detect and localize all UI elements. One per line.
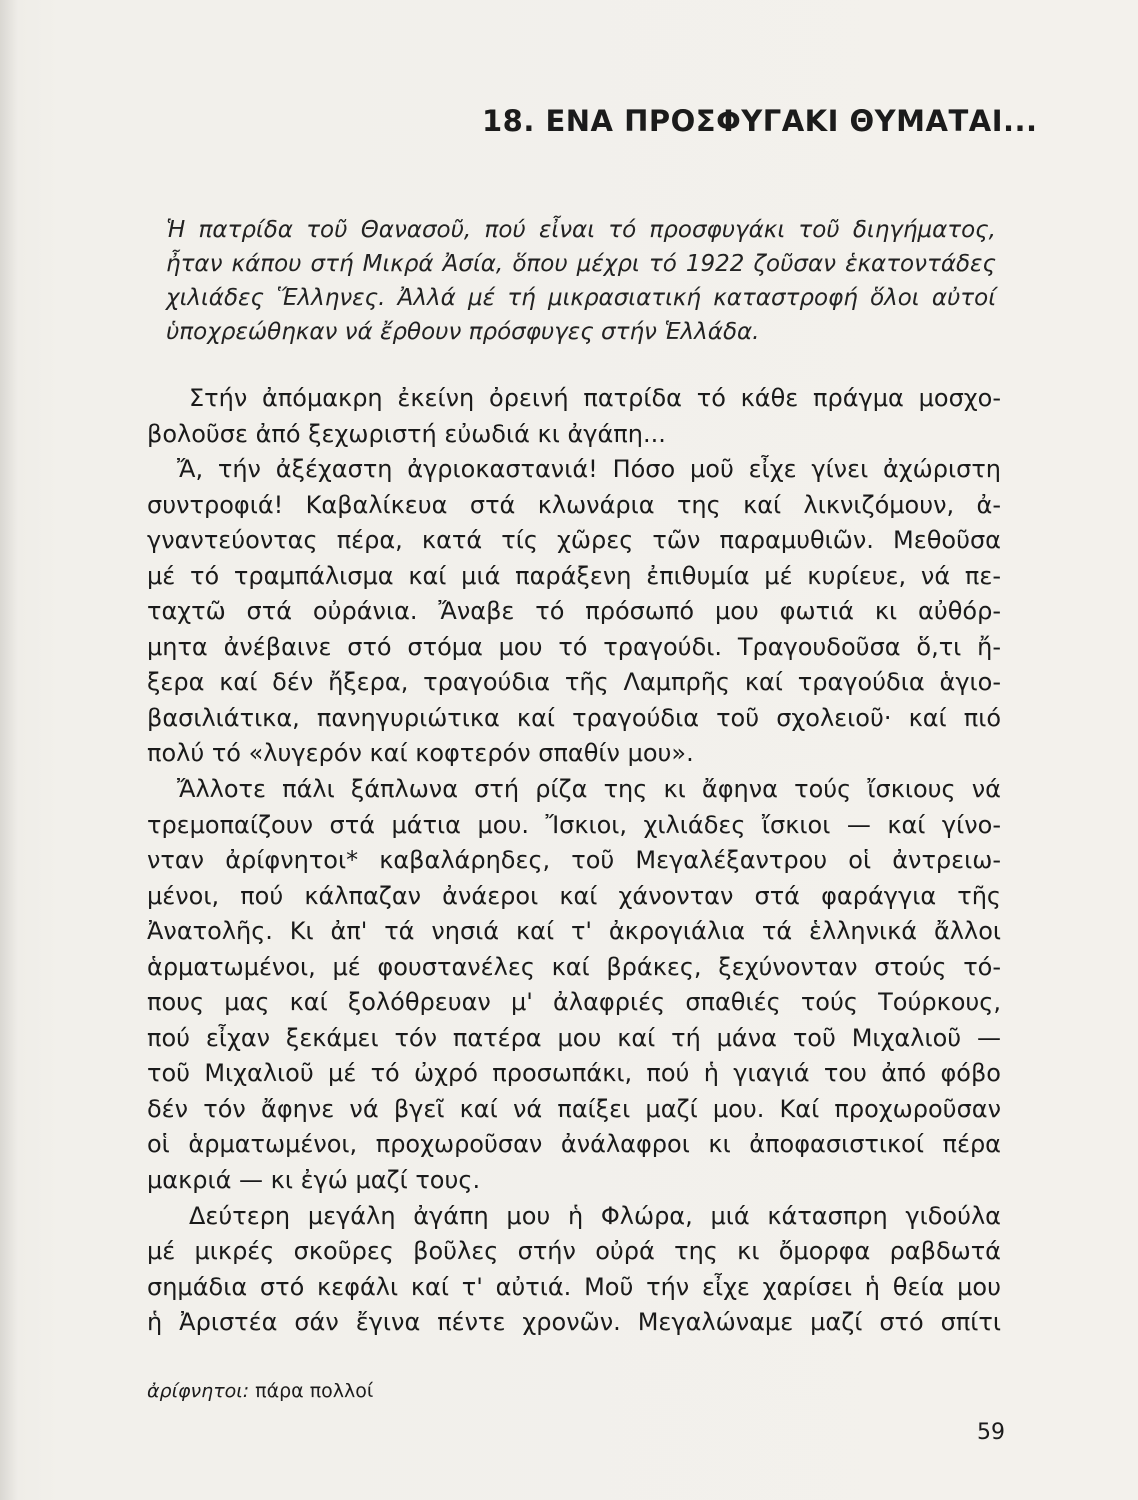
text-line: Ἀνατολῆς. Κι ἀπ' τά νησιά καί τ' ἀκρογιάλια τά ἑλληνικά ἄλλοι: [147, 917, 1001, 946]
intro-paragraph: [166, 213, 996, 349]
text-line: σημάδια στό κεφάλι καί τ' αὐτιά. Μοῦ τήν εἶχε χαρίσει ἡ θεία μου: [147, 1272, 1001, 1301]
text-line: μακριά — κι ἐγώ μαζί τους.: [147, 1166, 481, 1195]
text-line: συντροφιά! Καβαλίκευα στά κλωνάρια της καί λικνιζόμουν, ἀ-: [147, 490, 1001, 519]
text-line: πολύ τό «λυγερόν καί κοφτερόν σπαθίν μου».: [147, 739, 694, 768]
text-line: τρεμοπαίζουν στά μάτια μου. Ἴσκιοι, χιλιάδες ἴσκιοι — καί γίνο-: [147, 810, 1001, 839]
text-line: βολοῦσε ἀπό ξεχωριστή εὐωδιά κι ἀγάπη...: [147, 419, 666, 448]
footnote: [147, 1380, 373, 1402]
intro-line: Ἡ πατρίδα τοῦ Θανασοῦ, πού εἶναι τό προσφυγάκι τοῦ διηγήματος,: [166, 217, 996, 243]
text-line: βασιλιάτικα, πανηγυριώτικα καί τραγούδια τοῦ σχολειοῦ· καί πιό: [147, 703, 1001, 732]
chapter-title: 18. ΕΝΑ ΠΡΟΣΦΥΓΑΚΙ ΘΥΜΑΤΑΙ...: [482, 104, 1038, 138]
story-text: [147, 381, 1001, 1341]
footnote-term: ἀρίφνητοι:: [147, 1380, 250, 1402]
text-line: Ἄ, τήν ἀξέχαστη ἀγριοκαστανιά! Πόσο μοῦ εἶχε γίνει ἀχώριστη: [177, 455, 1001, 484]
text-line: ταχτῶ στά οὐράνια. Ἄναβε τό πρόσωπό μου φωτιά κι αὐθόρ-: [147, 597, 1001, 626]
text-line: δέν τόν ἄφηνε νά βγεῖ καί νά παίξει μαζί μου. Καί προχωροῦσαν: [147, 1094, 1001, 1123]
text-line: μένοι, πού κάλπαζαν ἀνάεροι καί χάνονταν στά φαράγγια τῆς: [147, 881, 1001, 910]
text-line: οἱ ἁρματωμένοι, προχωροῦσαν ἀνάλαφροι κι ἀποφασιστικοί πέρα: [147, 1130, 1001, 1159]
intro-line: ὑποχρεώθηκαν νά ἔρθουν πρόσφυγες στήν Ἑλλάδα.: [166, 319, 760, 345]
text-line: Δεύτερη μεγάλη ἀγάπη μου ἡ Φλώρα, μιά κάτασπρη γιδούλα: [189, 1201, 1001, 1230]
intro-line: ἦταν κάπου στή Μικρά Ἀσία, ὅπου μέχρι τό 1922 ζοῦσαν ἑκατοντάδες: [166, 251, 996, 277]
text-line: τοῦ Μιχαλιοῦ μέ τό ὠχρό προσωπάκι, πού ἡ γιαγιά του ἀπό φόβο: [147, 1059, 1001, 1088]
text-line: πού εἶχαν ξεκάμει τόν πατέρα μου καί τή μάνα τοῦ Μιχαλιοῦ —: [147, 1023, 1001, 1052]
text-line: ξερα καί δέν ἤξερα, τραγούδια τῆς Λαμπρῆς καί τραγούδια ἁγιο-: [147, 668, 1001, 697]
text-line: γναντεύοντας πέρα, κατά τίς χῶρες τῶν παραμυθιῶν. Μεθοῦσα: [147, 526, 1001, 555]
text-line: μέ μικρές σκοῦρες βοῦλες στήν οὐρά της κι ὄμορφα ραβδωτά: [147, 1237, 1001, 1266]
text-line: μητα ἀνέβαινε στό στόμα μου τό τραγούδι. Τραγουδοῦσα ὅ,τι ἤ-: [147, 632, 1001, 661]
intro-line: χιλιάδες Ἕλληνες. Ἀλλά μέ τή μικρασιατική καταστροφή ὅλοι αὐτοί: [166, 285, 996, 311]
text-line: νταν ἀρίφνητοι* καβαλάρηδες, τοῦ Μεγαλέξαντρου οἱ ἀντρειω-: [147, 846, 1001, 875]
text-line: ἡ Ἀριστέα σάν ἔγινα πέντε χρονῶν. Μεγαλώναμε μαζί στό σπίτι: [147, 1308, 1001, 1337]
text-line: πους μας καί ξολόθρευαν μ' ἀλαφριές σπαθιές τούς Τούρκους,: [147, 988, 1001, 1017]
text-line: Στήν ἀπόμακρη ἐκείνη ὀρεινή πατρίδα τό κάθε πράγμα μοσχο-: [189, 384, 1001, 412]
text-line: ἁρματωμένοι, μέ φουστανέλες καί βράκες, ξεχύνονταν στούς τό-: [147, 952, 1001, 981]
text-line: Ἄλλοτε πάλι ξάπλωνα στή ρίζα της κι ἄφηνα τούς ἴσκιους νά: [177, 775, 1001, 804]
page-number: 59: [977, 1420, 1005, 1445]
footnote-definition: πάρα πολλοί: [255, 1380, 374, 1402]
text-line: μέ τό τραμπάλισμα καί μιά παράξενη ἐπιθυμία μέ κυρίευε, νά πε-: [147, 561, 1001, 590]
